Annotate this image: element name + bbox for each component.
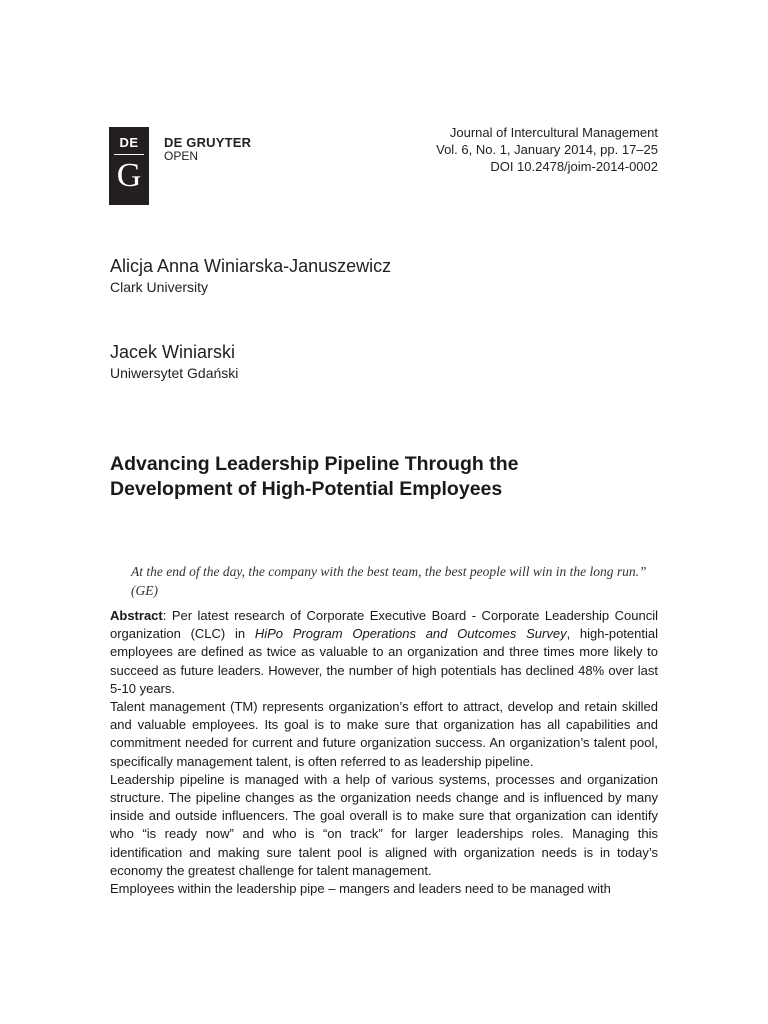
title-line-1: Advancing Leadership Pipeline Through the <box>110 453 519 475</box>
logo-divider <box>114 154 144 155</box>
title-line-2: Development of High-Potential Employees <box>110 478 503 500</box>
abstract-paragraph: Employees within the leadership pipe – mangers and leaders need to be managed with <box>110 881 611 897</box>
publisher-logo <box>109 127 251 205</box>
logo-mark-letter: G <box>116 157 142 194</box>
journal-doi: DOI 10.2478/joim-2014-0002 <box>490 159 658 174</box>
abstract-text: : Per latest research of Corporate Executive Board - Corporate Leadership Council organization (CLC) in <box>110 608 658 642</box>
epigraph-quote: At the end of the day, the company with the best team, the best people will win in the long run.” (GE) <box>131 564 647 598</box>
publisher-sub: OPEN <box>164 149 199 163</box>
degruyter-mark <box>109 127 149 205</box>
journal-name: Journal of Intercultural Management <box>449 125 658 140</box>
abstract-paragraph: Talent management (TM) represents organization’s effort to attract, develop and retain skilled and valuable employees. Its goal is to make sure that organization has all capabilities and commitment needed for current and future organization success. An organization’s talent pool, specifically management talent, is often referred to as leadership pipeline. <box>110 699 658 769</box>
publisher-name: DE GRUYTER <box>164 135 252 150</box>
abstract-paragraph <box>110 607 658 698</box>
paper-title <box>110 452 670 502</box>
author-block <box>110 255 391 296</box>
author-affiliation: Uniwersytet Gdański <box>110 365 239 381</box>
abstract <box>110 607 658 898</box>
author-name: Alicja Anna Winiarska-Januszewicz <box>110 256 392 276</box>
abstract-label: Abstract <box>110 608 163 623</box>
abstract-text: , high-potential employees are defined as twice as valuable to an organization and three times more likely to succeed as future leaders. However, the number of high potentials has declined 48% over last 5-10 years. <box>110 626 658 696</box>
logo-text <box>164 136 251 163</box>
logo-mark-top: DE <box>119 135 139 150</box>
journal-volume: Vol. 6, No. 1, January 2014, pp. 17–25 <box>436 142 658 157</box>
abstract-paragraph: Leadership pipeline is managed with a help of various systems, processes and organization structure. The pipeline changes as the organization needs change and is influenced by many inside and outside influencers. The goal overall is to make sure that organization can identify who “is ready now” and who is “on track” for larger leaderships roles. Managing this identification and making sure talent pool is aligned with organization needs is in today’s economy the greatest challenge for talent management. <box>110 771 658 878</box>
survey-title: HiPo Program Operations and Outcomes Survey <box>254 626 567 642</box>
author-name: Jacek Winiarski <box>110 342 236 362</box>
journal-info <box>436 124 658 175</box>
author-block <box>110 341 238 382</box>
author-affiliation: Clark University <box>110 279 209 295</box>
